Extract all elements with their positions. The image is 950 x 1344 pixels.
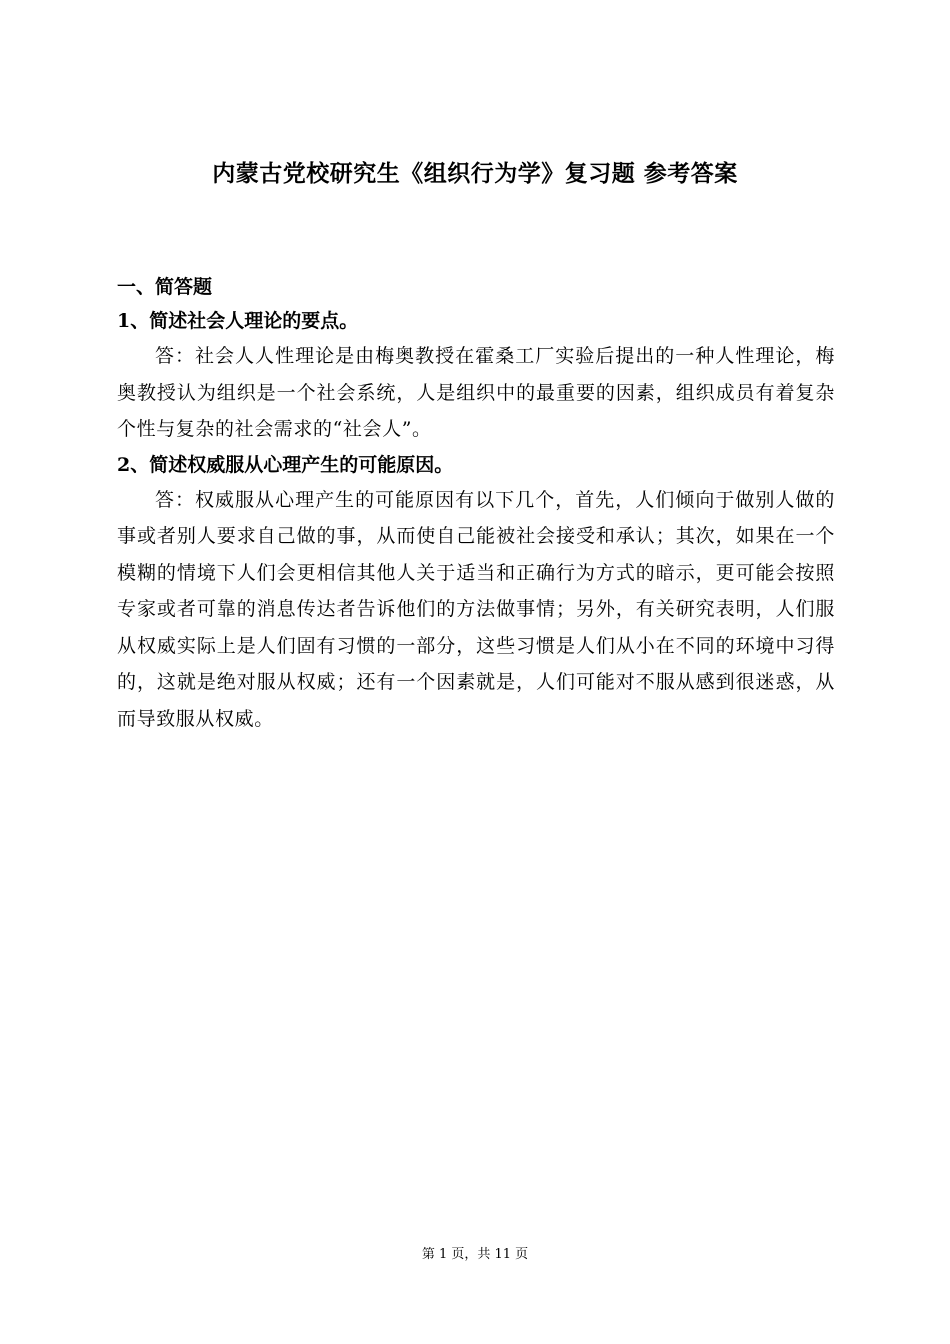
question-2: 2、简述权威服从心理产生的可能原因。 bbox=[117, 453, 454, 476]
document-title: 内蒙古党校研究生《组织行为学》复习题 参考答案 bbox=[212, 160, 738, 187]
document-body bbox=[117, 270, 835, 737]
section-heading: 一、简答题 bbox=[117, 276, 213, 298]
page-number-footer: 第 1 页，共 11 页 bbox=[421, 1247, 529, 1262]
answer-1: 答：社会人人性理论是由梅奥教授在霍桑工厂实验后提出的一种人性理论，梅奥教授认为组织是一个社会系统，人是组织中的最重要的因素，组织成员有着复杂个性与复杂的社会需求的“社会人”。 bbox=[117, 345, 835, 440]
answer-2: 答：权威服从心理产生的可能原因有以下几个，首先，人们倾向于做别人做的事或者别人要求自己做的事，从而使自己能被社会接受和承认；其次，如果在一个模糊的情境下人们会更相信其他人关于适当和正确行为方式的暗示，更可能会按照专家或者可靠的消息传达者告诉他们的方法做事情；另外，有关研究表明，人们服从权威实际上是人们固有习惯的一部分，这些习惯是人们从小在不同的环境中习得的，这就是绝对服从权威；还有一个因素就是，人们可能对不服从感到很迷惑，从而导致服从权威。 bbox=[117, 488, 835, 730]
question-1: 1、简述社会人理论的要点。 bbox=[117, 310, 359, 332]
